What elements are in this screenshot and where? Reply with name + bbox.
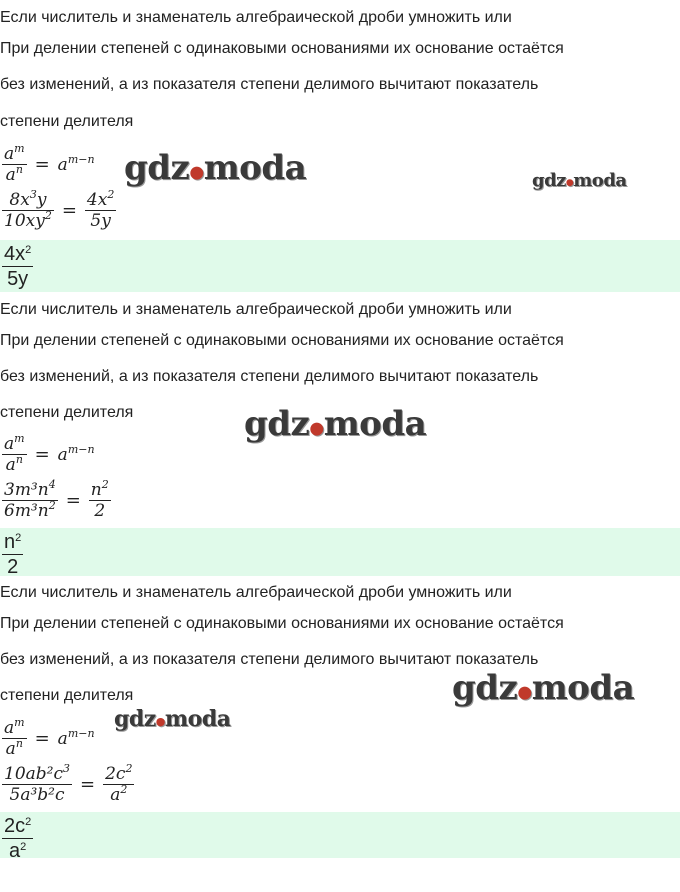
watermark-logo: gdz●moda [124,148,307,188]
text-line: При делении степеней с одинаковыми основаниями их основание остаётся [0,332,564,349]
watermark-logo: gdz●moda [452,668,635,708]
simplification-expression: $\frac{10ab^2c^3}{\text{5a³b²c}}$ = $\frac{2c^2}{a^2}$ [4,762,133,805]
text-line: Если числитель и знаменатель алгебраической дроби умножить или [0,9,512,26]
solution-section-3 [0,576,680,892]
watermark-logo: gdz●moda [244,404,427,444]
answer-box [0,240,680,292]
power-rule-formula: $\frac{a^m}{a^n}$ = $a^{m-n}$ [4,432,95,475]
answer-box [0,812,680,858]
text-line: без изменений, а из показателя степени делимого вычитают показатель [0,651,539,668]
text-line: При делении степеней с одинаковыми основаниями их основание остаётся [0,40,564,57]
power-rule-formula: $\frac{a^m}{a^n}$ = $a^{m-n}$ [4,142,95,185]
text-line: степени делителя [0,687,134,704]
text-line: При делении степеней с одинаковыми основаниями их основание остаётся [0,615,564,632]
answer-fraction: $\frac{2c^2}{a^2}$ [2,814,33,858]
watermark-logo: gdz●moda [532,170,627,191]
text-line: Если числитель и знаменатель алгебраической дроби умножить или [0,301,512,318]
text-line: без изменений, а из показателя степени делимого вычитают показатель [0,76,539,93]
answer-fraction: $\frac{n^2}{2}$ [2,530,23,576]
answer-fraction: $\frac{4x^2}{5y}$ [4,243,32,290]
solution-section-2 [0,292,680,576]
text-line: Если числитель и знаменатель алгебраической дроби умножить или [0,584,512,601]
simplification-expression: $\frac{3m^3n^4}{6m^3n^2}$ = $\frac{n^2}{2}$ [4,478,109,521]
simplification-expression: $\frac{8x^3y}{10xy^2}$ = $\frac{4x^2}{5y}$ [4,188,115,231]
text-line: степени делителя [0,113,134,130]
watermark-logo: gdz●moda [114,706,231,732]
answer-box [0,528,680,576]
text-line: степени делителя [0,404,134,421]
solution-section-1 [0,0,680,292]
power-rule-formula: $\frac{a^m}{a^n}$ = $a^{m-n}$ [4,716,95,759]
text-line: без изменений, а из показателя степени делимого вычитают показатель [0,368,539,385]
